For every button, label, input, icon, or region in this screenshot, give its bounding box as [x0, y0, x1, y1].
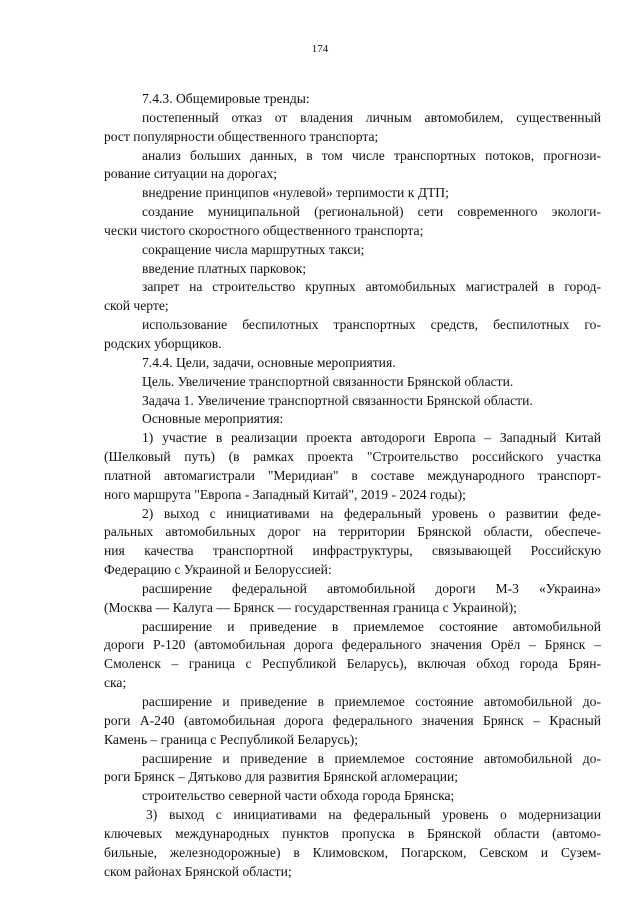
text-line: 1) участие в реализации проекта автодороги Европа – Западный Китай	[142, 430, 601, 446]
text-line: родских уборщиков.	[104, 335, 222, 351]
page-number: 174	[311, 43, 329, 55]
text-line: ской черте;	[104, 298, 169, 314]
text-line: сокращение числа маршрутных такси;	[142, 241, 365, 257]
text-line: ния качества транспортной инфраструктуры, связывающей Российскую	[104, 543, 601, 559]
text-line: роги А-240 (автомобильная дорога федерального значения Брянск – Красный	[104, 712, 601, 728]
text-line: анализ больших данных, в том числе транспортных потоков, прогнози-	[142, 147, 601, 163]
text-line: расширение федеральной автомобильной дороги М-3 «Украина»	[142, 580, 601, 596]
text-line: постепенный отказ от владения личным автомобилем, существенный	[142, 109, 601, 125]
text-line: Основные мероприятия:	[142, 411, 284, 427]
text-line: ска;	[104, 675, 127, 691]
text-line: введение платных парковок;	[142, 260, 307, 276]
text-line: Задача 1. Увеличение транспортной связанности Брянской области.	[142, 392, 533, 408]
text-line: ском районах Брянской области;	[104, 863, 292, 879]
text-line: строительство северной части обхода города Брянска;	[142, 788, 455, 804]
text-line: рование ситуации на дорогах;	[104, 166, 277, 182]
text-line: ного маршрута "Европа - Западный Китай", 2019 - 2024 годы);	[104, 486, 466, 502]
text-line: Смоленск – граница с Республикой Беларусь), включая обход города Брян-	[104, 656, 601, 672]
text-line: бильные, железнодорожные) в Климовском, Погарском, Севском и Сузем-	[104, 844, 601, 860]
text-line: ральных автомобильных дорог на территории Брянской области, обеспече-	[104, 524, 601, 540]
text-line: 7.4.4. Цели, задачи, основные мероприятия.	[142, 354, 396, 370]
text-line: расширение и приведение в приемлемое состояние автомобильной	[142, 618, 601, 634]
text-line: использование беспилотных транспортных средств, беспилотных го-	[142, 317, 601, 333]
text-line: создание муниципальной (региональной) сети современного экологи-	[142, 204, 601, 220]
text-line: 2) выход с инициативами на федеральный уровень о развитии феде-	[142, 505, 601, 521]
text-line: Камень – граница с Республикой Беларусь);	[104, 731, 359, 747]
text-line: ключевых международных пунктов пропуска в Брянской области (автомо-	[104, 825, 601, 841]
text-line: платной автомагистрали "Меридиан" в составе международного транспорт-	[104, 467, 601, 483]
text-line: (Шелковый путь) (в рамках проекта "Строительство российского участка	[104, 449, 601, 465]
text-line: расширение и приведение в приемлемое состояние автомобильной до-	[142, 750, 601, 766]
document-text	[104, 90, 601, 881]
text-line: расширение и приведение в приемлемое состояние автомобильной до-	[142, 694, 601, 709]
text-line: запрет на строительство крупных автомобильных магистралей в город-	[142, 279, 601, 295]
text-line: роги Брянск – Дятьково для развития Брянской агломерации;	[104, 769, 459, 785]
text-line: рост популярности общественного транспорта;	[104, 128, 379, 144]
text-line: внедрение принципов «нулевой» терпимости к ДТП;	[142, 185, 449, 201]
text-line: чески чистого скоростного общественного транспорта;	[104, 222, 424, 238]
text-line: (Москва — Калуга — Брянск — государственная граница с Украиной);	[104, 599, 517, 615]
text-line: 3) выход с инициативами на федеральный уровень о модернизации	[146, 807, 601, 823]
text-line: дороги Р-120 (автомобильная дорога федерального значения Орёл – Брянск –	[104, 637, 601, 653]
text-line: Цель. Увеличение транспортной связанности Брянской области.	[142, 373, 514, 389]
text-line: 7.4.3. Общемировые тренды:	[142, 91, 310, 106]
text-line: Федерацию с Украиной и Белоруссией:	[104, 562, 332, 578]
